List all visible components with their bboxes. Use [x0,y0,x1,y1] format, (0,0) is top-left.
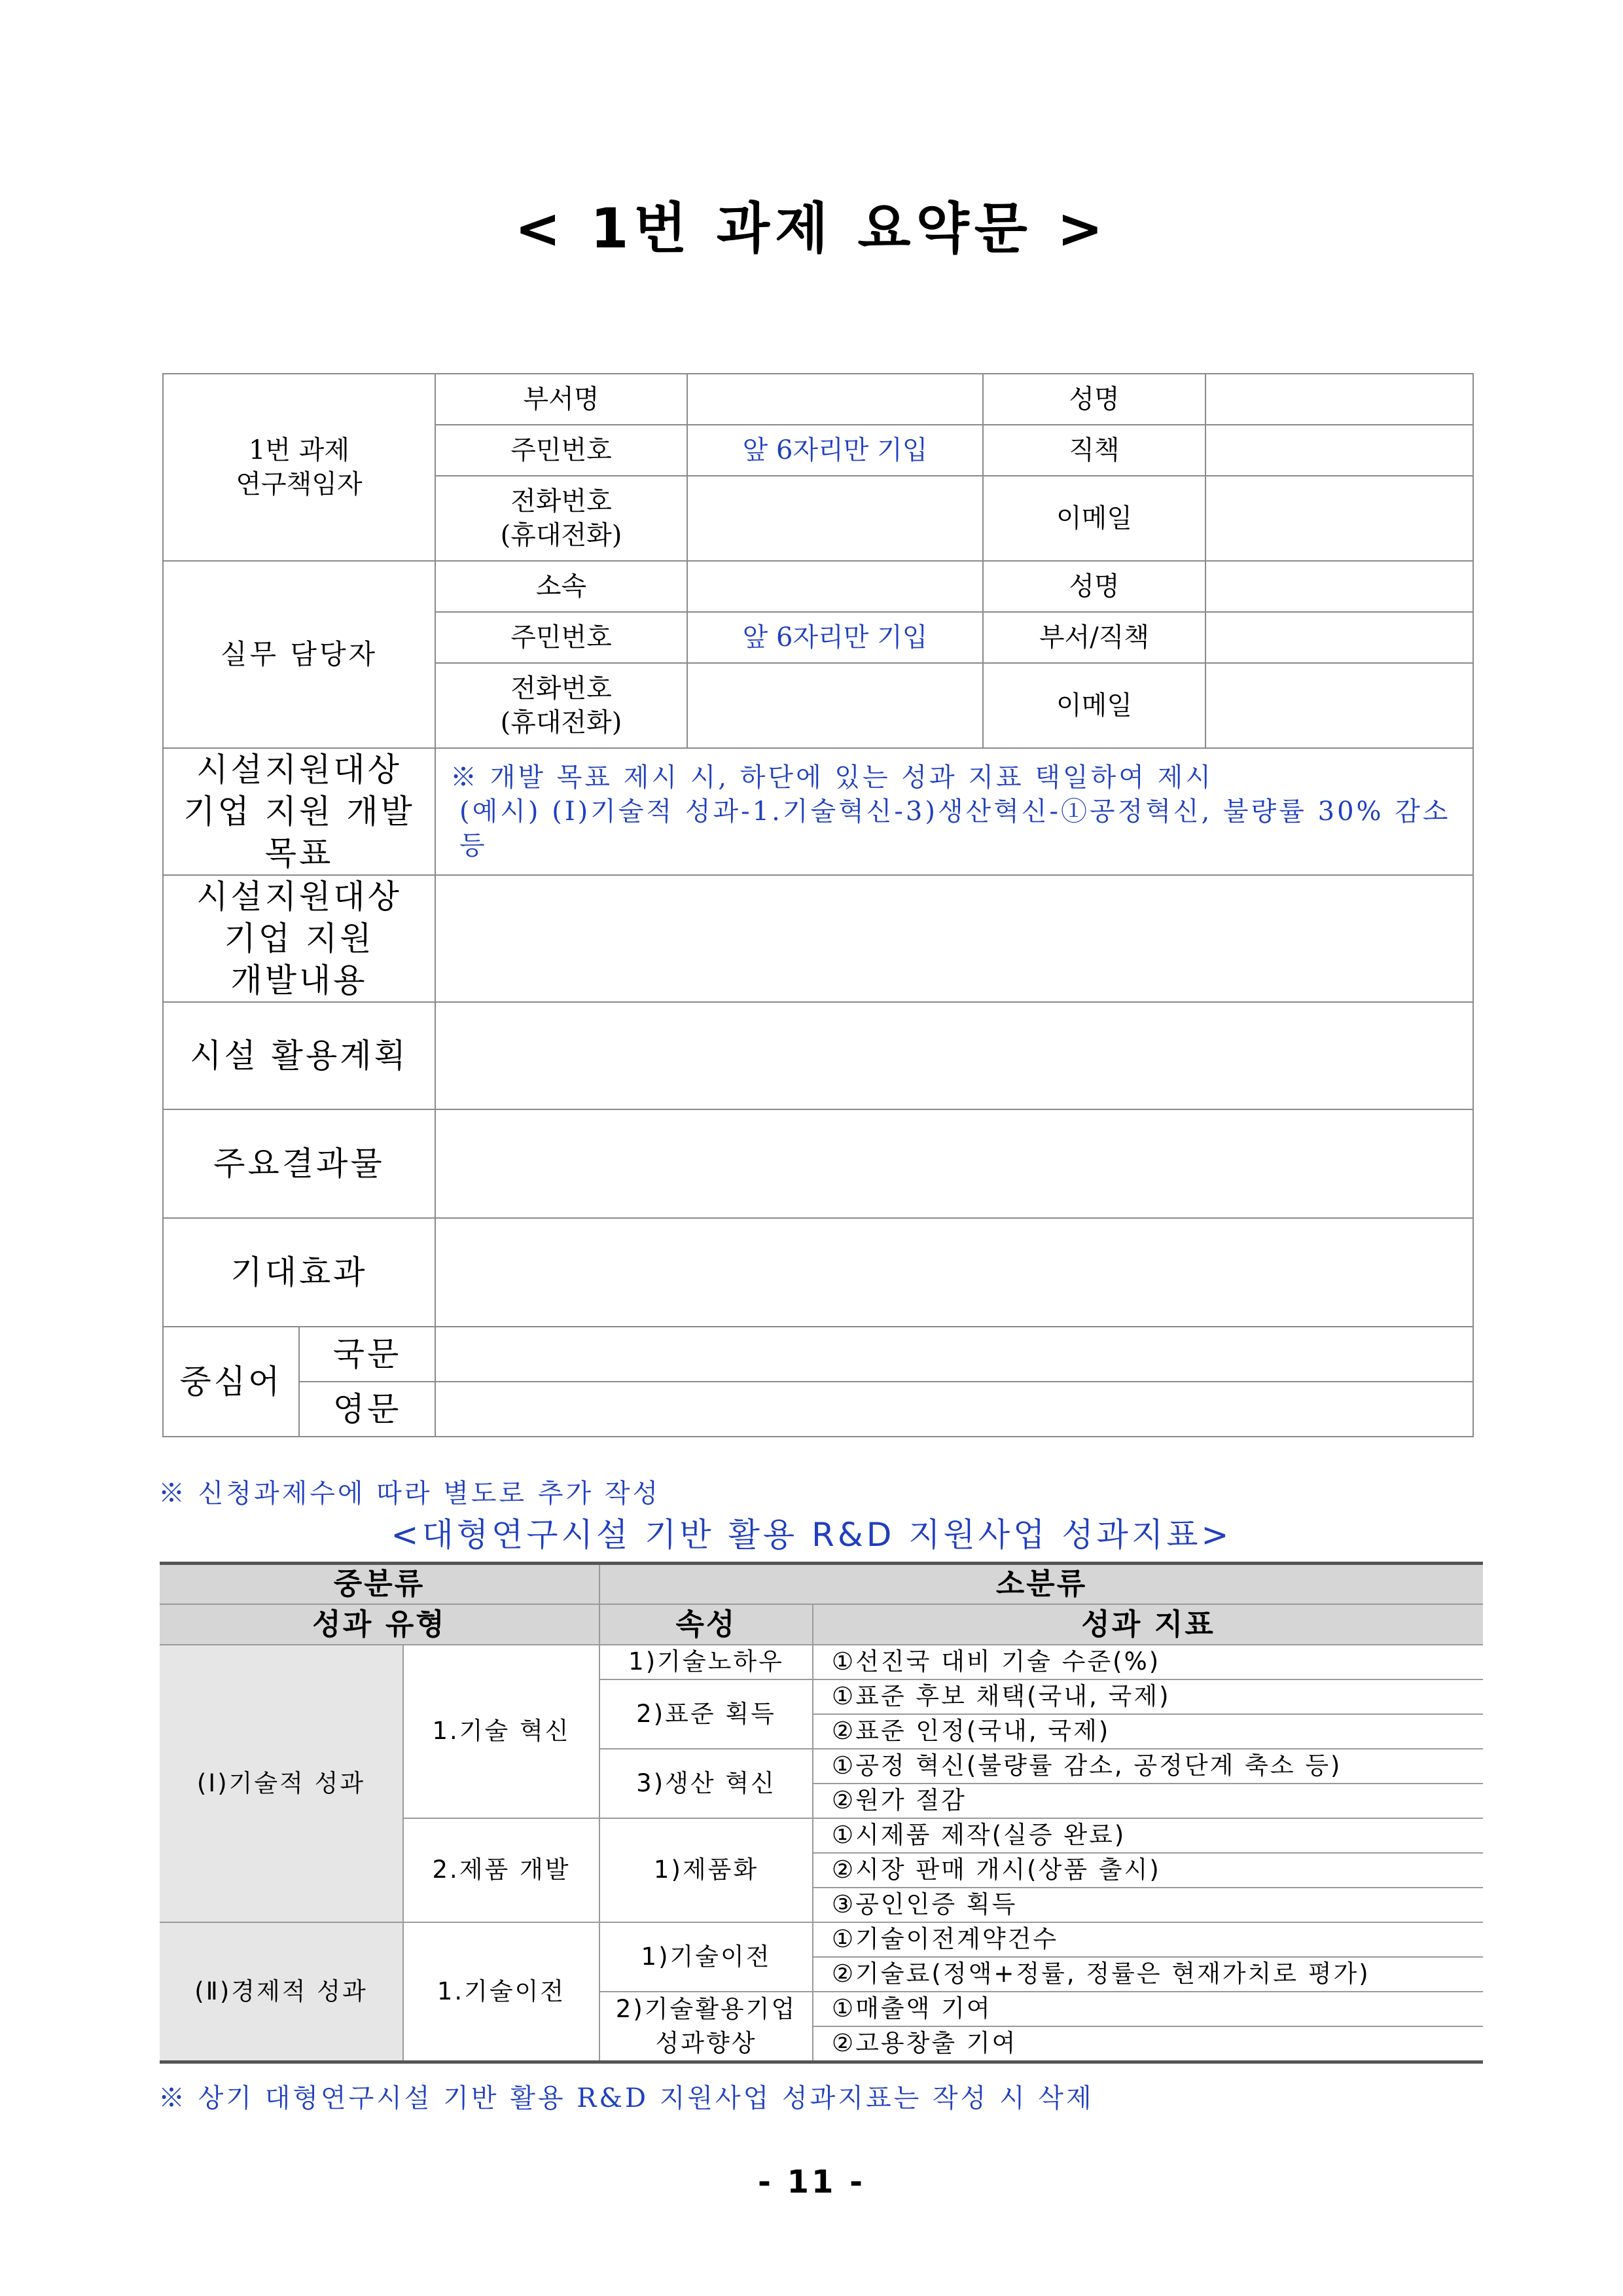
transfer-attr: 1)기술이전 [599,1922,813,1992]
keywords-label: 중심어 [163,1327,299,1437]
utilization-indicator-1: ①매출액 기여 [813,1992,1483,2027]
tech-performance-label: (Ⅰ)기술적 성과 [160,1645,403,1922]
plan-field[interactable] [435,1002,1473,1109]
pi-position-label: 직책 [983,425,1205,476]
effects-label: 기대효과 [163,1218,435,1327]
staff-affiliation-label: 소속 [435,561,687,612]
transfer-indicator-2: ②기술료(정액+정률, 정률은 현재가치로 평가) [813,1957,1483,1992]
note-additional-tasks: ※ 신청과제수에 따라 별도로 추가 작성 [158,1479,661,1509]
staff-name-field[interactable] [1205,561,1473,612]
goal-field[interactable] [435,748,1473,875]
content-field[interactable] [435,875,1473,1002]
transfer-indicator-1: ①기술이전계약건수 [813,1922,1483,1957]
production-attr: 3)생산 혁신 [599,1749,813,1818]
pi-position-field[interactable] [1205,425,1473,476]
results-label: 주요결과물 [163,1109,435,1218]
productization-indicator-1: ①시제품 제작(실증 완료) [813,1818,1483,1853]
staff-affiliation-field[interactable] [687,561,983,612]
productization-indicator-2: ②시장 판매 개시(상품 출시) [813,1853,1483,1888]
tech-innovation-label: 1.기술 혁신 [403,1645,599,1818]
pi-phone-label: 전화번호 (휴대전화) [435,476,687,561]
standard-indicator-2: ②표준 인정(국내, 국제) [813,1714,1483,1749]
standard-attr: 2)표준 획득 [599,1679,813,1749]
keywords-english-field[interactable] [435,1382,1473,1437]
header-attribute: 속성 [599,1604,813,1645]
knowhow-attr: 1)기술노하우 [599,1645,813,1679]
knowhow-indicator-1: ①선진국 대비 기술 수준(%) [813,1645,1483,1679]
goal-label: 시설지원대상 기업 지원 개발 목표 [163,748,435,875]
econ-performance-label: (Ⅱ)경제적 성과 [160,1922,403,2062]
staff-name-label: 성명 [983,561,1205,612]
header-mid-category: 중분류 [160,1564,599,1604]
production-indicator-1: ①공정 혁신(불량률 감소, 공정단계 축소 등) [813,1749,1483,1784]
header-performance-type: 성과 유형 [160,1604,599,1645]
keywords-english-label: 영문 [299,1382,435,1437]
performance-indicator-table [160,1562,1483,2064]
staff-id-field[interactable]: 앞 6자리만 기입 [687,612,983,663]
page-number: - 11 - [757,2164,866,2200]
note-delete-instruction: ※ 상기 대형연구시설 기반 활용 R&D 지원사업 성과지표는 작성 시 삭제 [158,2083,1094,2113]
pi-email-label: 이메일 [983,476,1205,561]
page-title: < 1번 과제 요약문 > [514,196,1109,260]
productization-indicator-3: ③공인인증 획득 [813,1888,1483,1922]
indicator-table-title: <대형연구시설 기반 활용 R&D 지원사업 성과지표> [391,1516,1232,1554]
staff-email-field[interactable] [1205,663,1473,748]
plan-label: 시설 활용계획 [163,1002,435,1109]
pi-id-label: 주민번호 [435,425,687,476]
pi-dept-label: 부서명 [435,374,687,425]
utilization-indicator-2: ②고용창출 기여 [813,2026,1483,2062]
staff-id-label: 주민번호 [435,612,687,663]
econ-transfer-label: 1.기술이전 [403,1922,599,2062]
keywords-korean-field[interactable] [435,1327,1473,1382]
staff-phone-field[interactable] [687,663,983,748]
staff-dept-position-field[interactable] [1205,612,1473,663]
summary-form-table [162,373,1474,1437]
production-indicator-2: ②원가 절감 [813,1784,1483,1818]
staff-header: 실무 담당자 [163,561,435,748]
staff-email-label: 이메일 [983,663,1205,748]
goal-note: ※ 개발 목표 제시 시, 하단에 있는 성과 지표 택일하여 제시 [450,762,1213,793]
goal-example: (예시) (Ⅰ)기술적 성과-1.기술혁신-3)생산혁신-①공정혁신, 불량률 30% 감소 등 [459,797,1451,861]
effects-field[interactable] [435,1218,1473,1327]
product-dev-label: 2.제품 개발 [403,1818,599,1922]
pi-name-field[interactable] [1205,374,1473,425]
pi-id-field[interactable]: 앞 6자리만 기입 [687,425,983,476]
pi-dept-field[interactable] [687,374,983,425]
staff-phone-label: 전화번호 (휴대전화) [435,663,687,748]
standard-indicator-1: ①표준 후보 채택(국내, 국제) [813,1679,1483,1714]
utilization-attr: 2)기술활용기업 성과향상 [599,1992,813,2062]
header-indicator: 성과 지표 [813,1604,1483,1645]
header-sub-category: 소분류 [599,1564,1483,1604]
productization-attr: 1)제품화 [599,1818,813,1922]
keywords-korean-label: 국문 [299,1327,435,1382]
pi-header: 1번 과제 연구책임자 [163,374,435,561]
results-field[interactable] [435,1109,1473,1218]
pi-email-field[interactable] [1205,476,1473,561]
pi-phone-field[interactable] [687,476,983,561]
staff-dept-position-label: 부서/직책 [983,612,1205,663]
pi-name-label: 성명 [983,374,1205,425]
content-label: 시설지원대상 기업 지원 개발내용 [163,875,435,1002]
